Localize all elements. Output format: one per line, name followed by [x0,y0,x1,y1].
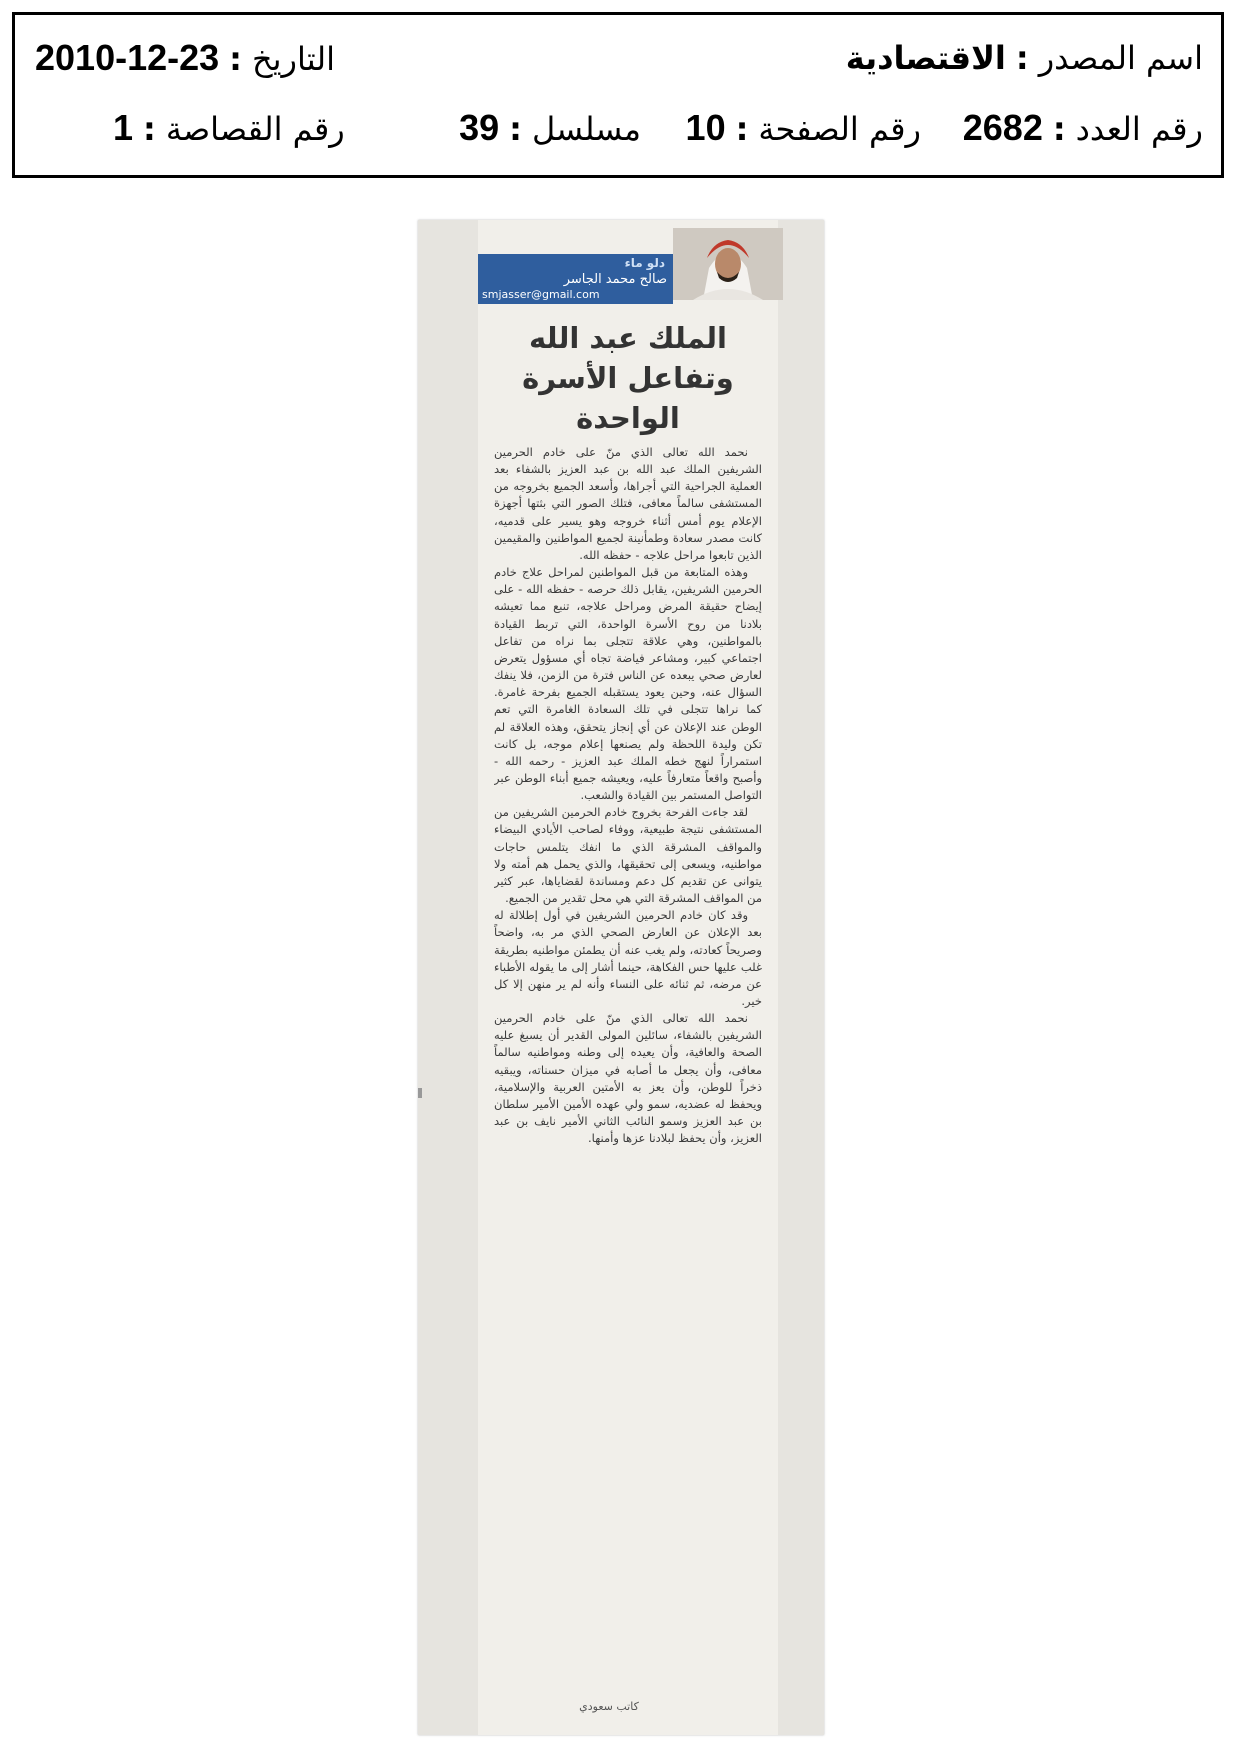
author-photo [673,228,783,300]
author-photo-image [673,228,783,300]
article-paragraph: وهذه المتابعة من قبل المواطنين لمراحل علاج خادم الحرمين الشريفين، يقابل ذلك حرصه - حفظه الله - على إيضاح حقيقة المرض ومراحل علاجه، تنبع مما تعيشه بلادنا من روح الأسرة الواحدة، التي تربط القيادة بالمواطنين، وهي علاقة تتجلى بما نراه من تفاعل اجتماعي كبير، ومشاعر فياضة تجاه أي مسؤول يتعرض لعارض صحي يبعده عن الناس فترة من الزمن، فلا ينفك السؤال عنه، وحين يعود يستقبله الجميع بفرحة غامرة. كما نراها تتجلى في تلك السعادة الغامرة التي تعم الوطن عند الإعلان عن أي إنجاز يتحقق، وهذه العلاقة لم تكن وليدة اللحظة ولم يصنعها إعلام موجه، بل كانت استمراراً لنهج خطه الملك عبد العزيز - رحمه الله - وأصبح واقعاً متعارفاً عليه، ويعيشه جميع أبناء الوطن عبر التواصل المستمر بين القيادة والشعب. [494,565,762,803]
date-value: 2010-12-23 [35,37,220,78]
serial-separator: : [509,110,522,148]
clip-field [113,107,345,149]
author-email: smjasser@gmail.com [482,288,600,301]
author-signature: كاتب سعودي [579,1700,639,1713]
article-paragraph: نحمد الله تعالى الذي منّ على خادم الحرمين الشريفين الملك عبد الله بن عبد العزيز بالشفاء بعد العملية الجراحية التي أجراها، وأسعد الجميع بخروجه من المستشفى سالماً معافى، فتلك الصور التي بثتها أجهزة الإعلام يوم أمس أثناء خروجه وهو يسير على قدميه، كانت مصدر سعادة وطمأنينة لجميع المواطنين والمقيمين الذين تابعوا مراحل علاجه - حفظه الله. [494,445,762,562]
clip-value: 1 [113,107,134,148]
byline-bar [478,254,673,304]
page-label: رقم الصفحة [758,110,921,148]
source-value: الاقتصادية [845,39,1006,77]
source-label: اسم المصدر [1038,39,1203,77]
newspaper-clipping [418,220,824,1735]
article-paragraph: لقد جاءت الفرحة بخروج خادم الحرمين الشريفين من المستشفى نتيجة طبيعية، ووفاء لصاحب الأيادي البيضاء والمواقف المشرقة الذي ما انفك يتلمس حاجات مواطنيه، ويسعى إلى تحقيقها، والذي يحمل هم أمته ولا يتوانى عن تقديم كل دعم ومساندة لقضاياها، عبر كثير من المواقف المشرقة التي هي محل تقدير من الجميع. [494,805,762,906]
article-paragraph: وقد كان خادم الحرمين الشريفين في أول إطلالة له بعد الإعلان عن العارض الصحي الذي مر به، واضحاً وصريحاً كعادته، ولم يغب عنه أن يطمئن مواطنيه بطريقة غلب عليها حس الفكاهة، حينما أشار إلى ما يقوله الأطباء عن مرضه، ثم ثنائه على النساء وأنه لم ير منهن إلا كل خير. [494,908,762,1008]
article-column [478,220,778,1735]
issue-value: 2682 [962,107,1043,148]
issue-field [963,107,1203,149]
article-body [494,444,762,1684]
page-separator: : [735,110,749,148]
page-field [686,107,921,149]
fold-mark [418,1088,422,1098]
page-value: 10 [685,107,726,148]
source-field [846,39,1203,77]
source-separator: : [1015,39,1029,77]
date-label: التاريخ [251,40,336,78]
article-paragraph: نحمد الله تعالى الذي منّ على خادم الحرمين الشريفين بالشفاء، سائلين المولى القدير أن يسبغ عليه الصحة والعافية، وأن يعيده إلى وطنه ومواطنيه سالماً معافى، وأن يجعل ما أصابه في ميزان حسناته، ويبقيه ذخراً للوطن، وأن يعز به الأمتين العربية والإسلامية، ويحفظ له عضديه، سمو ولي عهده الأمين الأمير سلطان بن عبد العزيز وسمو النائب الثاني الأمير نايف بن عبد العزيز، وأن يحفظ لبلادنا عزها وأمنها. [494,1011,762,1146]
issue-label: رقم العدد [1075,110,1203,148]
column-tag: دلو ماء [624,256,665,270]
issue-separator: : [1052,110,1066,148]
serial-value: 39 [459,107,500,148]
article-title: الملك عبد الله وتفاعل الأسرة الواحدة [522,321,734,435]
clip-label: رقم القصاصة [165,110,345,148]
serial-label: مسلسل [531,110,641,148]
date-separator: : [229,40,242,78]
clip-separator: : [143,110,156,148]
date-field [35,37,335,79]
clipping-header [12,12,1224,178]
serial-field [459,107,641,149]
author-name: صالح محمد الجاسر [563,272,667,287]
